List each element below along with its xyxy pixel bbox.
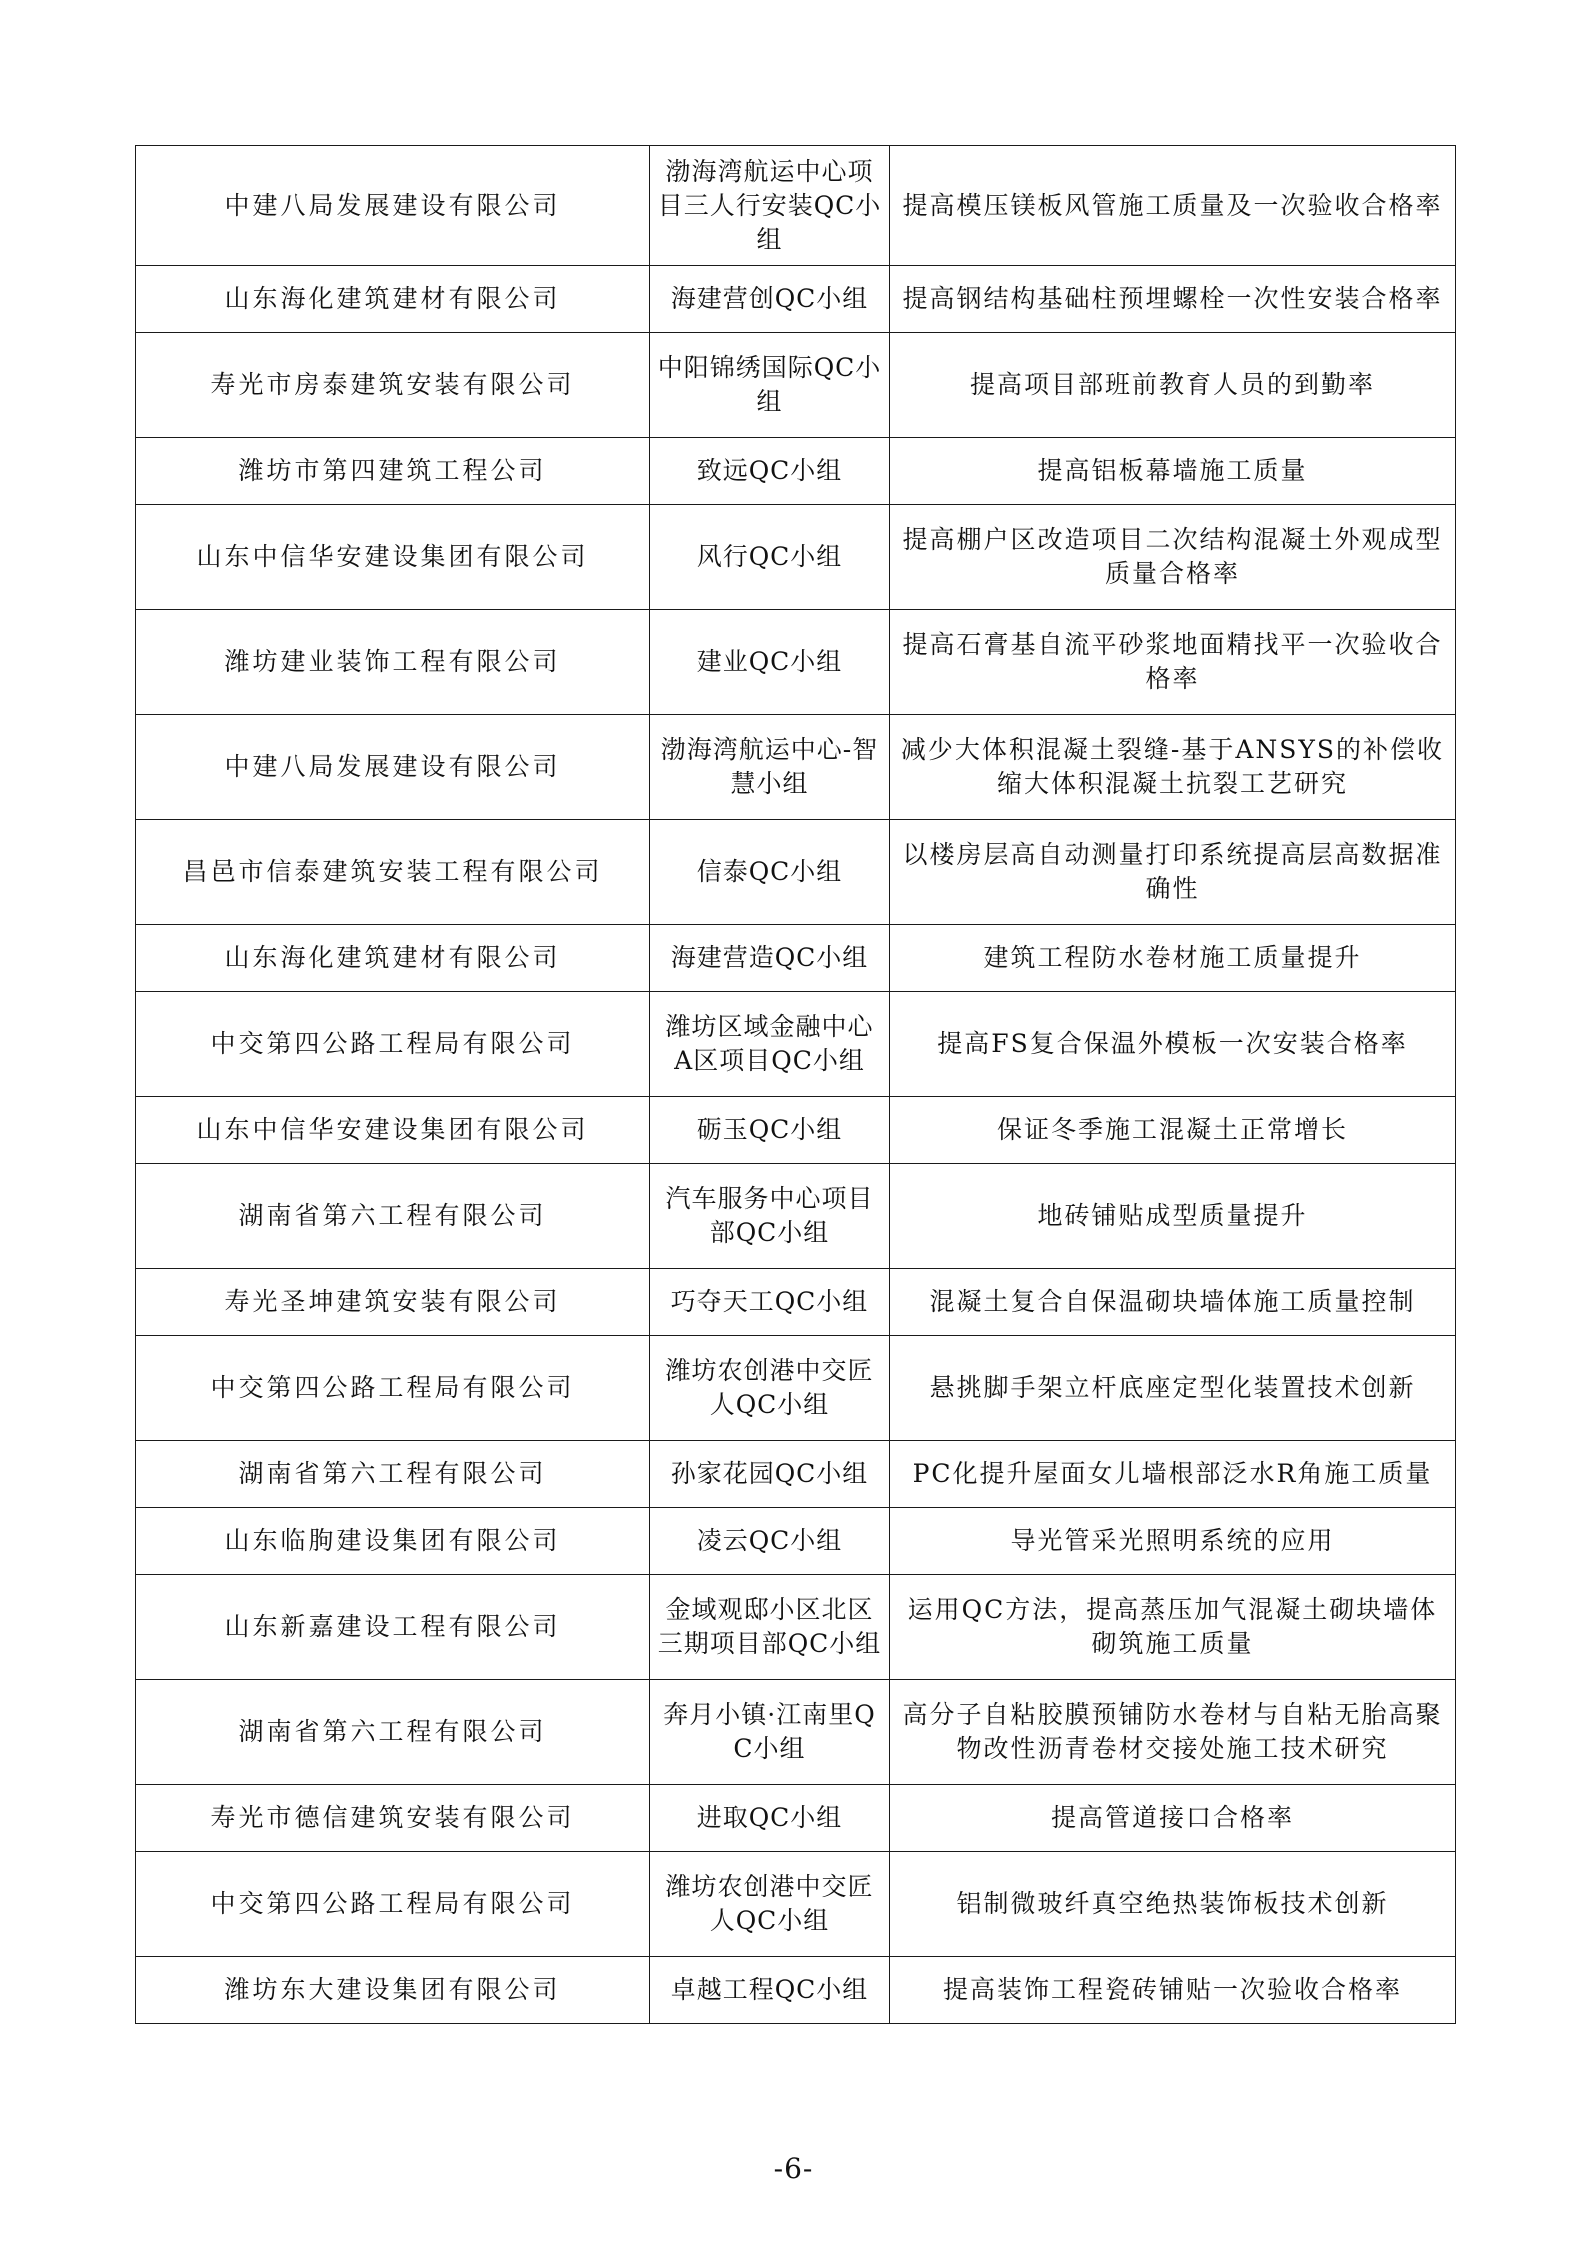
company-cell: 寿光圣坤建筑安装有限公司: [136, 1269, 650, 1336]
topic-cell: 提高棚户区改造项目二次结构混凝土外观成型质量合格率: [890, 505, 1456, 610]
group-cell: 潍坊农创港中交匠人QC小组: [650, 1852, 890, 1957]
company-cell: 中建八局发展建设有限公司: [136, 715, 650, 820]
company-cell: 山东海化建筑建材有限公司: [136, 925, 650, 992]
topic-cell: 提高石膏基自流平砂浆地面精找平一次验收合格率: [890, 610, 1456, 715]
company-cell: 中交第四公路工程局有限公司: [136, 1852, 650, 1957]
table-row: [136, 1508, 1456, 1575]
table-row: [136, 266, 1456, 333]
group-cell: 海建营创QC小组: [650, 266, 890, 333]
group-cell: 渤海湾航运中心项目三人行安装QC小组: [650, 146, 890, 266]
company-cell: 山东新嘉建设工程有限公司: [136, 1575, 650, 1680]
table-row: [136, 1957, 1456, 2024]
company-cell: 昌邑市信泰建筑安装工程有限公司: [136, 820, 650, 925]
topic-cell: 悬挑脚手架立杆底座定型化装置技术创新: [890, 1336, 1456, 1441]
table-row: [136, 1680, 1456, 1785]
table-row: [136, 1441, 1456, 1508]
company-cell: 潍坊建业装饰工程有限公司: [136, 610, 650, 715]
company-cell: 湖南省第六工程有限公司: [136, 1441, 650, 1508]
group-cell: 建业QC小组: [650, 610, 890, 715]
topic-cell: 以楼房层高自动测量打印系统提高层高数据准确性: [890, 820, 1456, 925]
topic-cell: 地砖铺贴成型质量提升: [890, 1164, 1456, 1269]
topic-cell: 提高FS复合保温外模板一次安装合格率: [890, 992, 1456, 1097]
topic-cell: 建筑工程防水卷材施工质量提升: [890, 925, 1456, 992]
page-number: -6-: [773, 2152, 814, 2185]
company-cell: 中建八局发展建设有限公司: [136, 146, 650, 266]
topic-cell: PC化提升屋面女儿墙根部泛水R角施工质量: [890, 1441, 1456, 1508]
company-cell: 山东临朐建设集团有限公司: [136, 1508, 650, 1575]
table-row: [136, 992, 1456, 1097]
group-cell: 进取QC小组: [650, 1785, 890, 1852]
topic-cell: 提高项目部班前教育人员的到勤率: [890, 333, 1456, 438]
topic-cell: 导光管采光照明系统的应用: [890, 1508, 1456, 1575]
group-cell: 金域观邸小区北区三期项目部QC小组: [650, 1575, 890, 1680]
table-row: [136, 610, 1456, 715]
company-cell: 寿光市房泰建筑安装有限公司: [136, 333, 650, 438]
group-cell: 潍坊区域金融中心A区项目QC小组: [650, 992, 890, 1097]
table-row: [136, 438, 1456, 505]
table-row: [136, 505, 1456, 610]
group-cell: 卓越工程QC小组: [650, 1957, 890, 2024]
table-row: [136, 333, 1456, 438]
group-cell: 风行QC小组: [650, 505, 890, 610]
topic-cell: 提高模压镁板风管施工质量及一次验收合格率: [890, 146, 1456, 266]
group-cell: 奔月小镇·江南里QC小组: [650, 1680, 890, 1785]
topic-cell: 高分子自粘胶膜预铺防水卷材与自粘无胎高聚物改性沥青卷材交接处施工技术研究: [890, 1680, 1456, 1785]
topic-cell: 铝制微玻纤真空绝热装饰板技术创新: [890, 1852, 1456, 1957]
company-cell: 山东中信华安建设集团有限公司: [136, 505, 650, 610]
group-cell: 孙家花园QC小组: [650, 1441, 890, 1508]
group-cell: 汽车服务中心项目部QC小组: [650, 1164, 890, 1269]
group-cell: 巧夺天工QC小组: [650, 1269, 890, 1336]
group-cell: 信泰QC小组: [650, 820, 890, 925]
company-cell: 中交第四公路工程局有限公司: [136, 1336, 650, 1441]
table-row: [136, 925, 1456, 992]
topic-cell: 提高铝板幕墙施工质量: [890, 438, 1456, 505]
topic-cell: 减少大体积混凝土裂缝-基于ANSYS的补偿收缩大体积混凝土抗裂工艺研究: [890, 715, 1456, 820]
company-cell: 湖南省第六工程有限公司: [136, 1680, 650, 1785]
company-cell: 中交第四公路工程局有限公司: [136, 992, 650, 1097]
group-cell: 凌云QC小组: [650, 1508, 890, 1575]
table-row: [136, 1164, 1456, 1269]
table-row: [136, 1336, 1456, 1441]
table-row: [136, 820, 1456, 925]
company-cell: 山东中信华安建设集团有限公司: [136, 1097, 650, 1164]
table-row: [136, 1269, 1456, 1336]
table-row: [136, 1852, 1456, 1957]
topic-cell: 提高管道接口合格率: [890, 1785, 1456, 1852]
topic-cell: 运用QC方法，提高蒸压加气混凝土砌块墙体砌筑施工质量: [890, 1575, 1456, 1680]
table-row: [136, 1785, 1456, 1852]
topic-cell: 保证冬季施工混凝土正常增长: [890, 1097, 1456, 1164]
company-cell: 寿光市德信建筑安装有限公司: [136, 1785, 650, 1852]
group-cell: 砺玉QC小组: [650, 1097, 890, 1164]
table-row: [136, 1097, 1456, 1164]
topic-cell: 提高钢结构基础柱预埋螺栓一次性安装合格率: [890, 266, 1456, 333]
group-cell: 潍坊农创港中交匠人QC小组: [650, 1336, 890, 1441]
group-cell: 中阳锦绣国际QC小组: [650, 333, 890, 438]
award-table: [135, 145, 1456, 2024]
table-body: [136, 146, 1456, 2024]
table-row: [136, 146, 1456, 266]
company-cell: 潍坊东大建设集团有限公司: [136, 1957, 650, 2024]
topic-cell: 提高装饰工程瓷砖铺贴一次验收合格率: [890, 1957, 1456, 2024]
company-cell: 潍坊市第四建筑工程公司: [136, 438, 650, 505]
table-row: [136, 715, 1456, 820]
group-cell: 致远QC小组: [650, 438, 890, 505]
company-cell: 山东海化建筑建材有限公司: [136, 266, 650, 333]
company-cell: 湖南省第六工程有限公司: [136, 1164, 650, 1269]
topic-cell: 混凝土复合自保温砌块墙体施工质量控制: [890, 1269, 1456, 1336]
table-row: [136, 1575, 1456, 1680]
group-cell: 海建营造QC小组: [650, 925, 890, 992]
group-cell: 渤海湾航运中心-智慧小组: [650, 715, 890, 820]
